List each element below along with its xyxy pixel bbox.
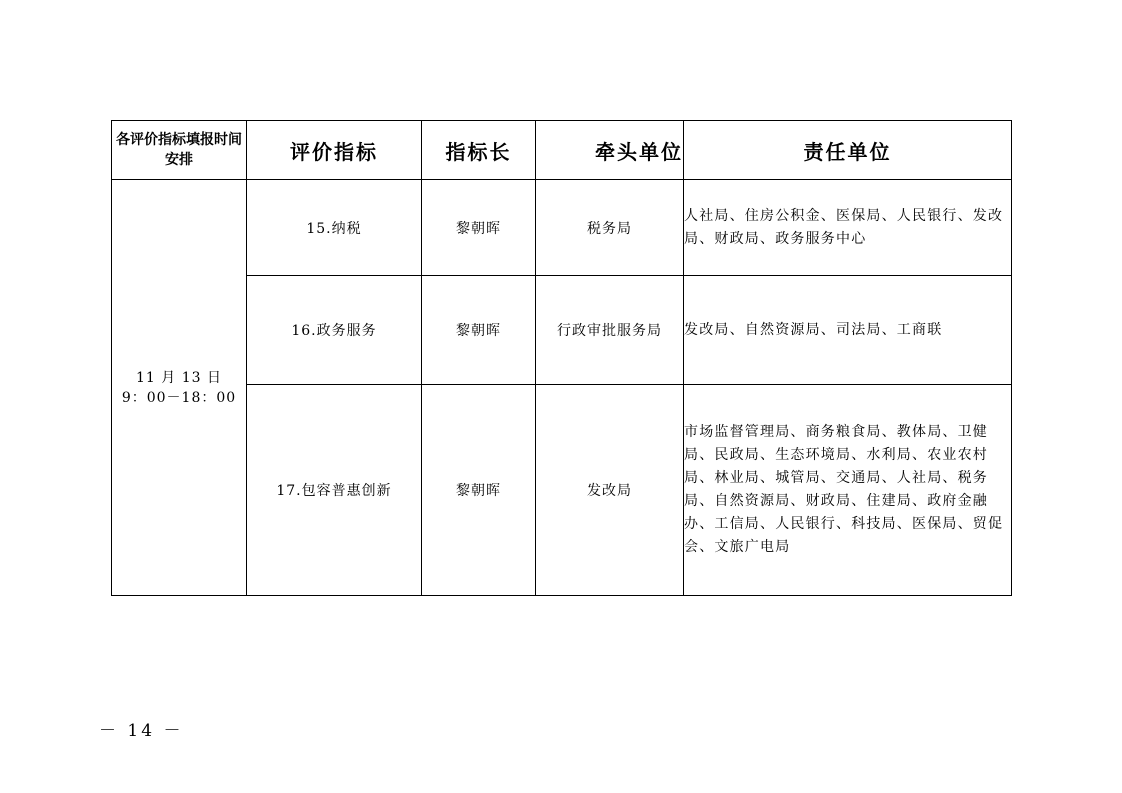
responsible-units-cell: 人社局、住房公积金、医保局、人民银行、发改局、财政局、政务服务中心 (684, 180, 1012, 276)
schedule-time-cell (112, 180, 247, 596)
indicator-cell: 15.纳税 (247, 180, 422, 276)
header-responsible-units: 责任单位 (684, 121, 1012, 180)
header-row (112, 121, 1012, 180)
indicator-cell: 16.政务服务 (247, 276, 422, 385)
leader-cell: 黎朝晖 (422, 276, 536, 385)
responsible-units-cell: 市场监督管理局、商务粮食局、教体局、卫健局、民政局、生态环境局、水利局、农业农村局、林业局、城管局、交通局、人社局、税务局、自然资源局、财政局、住建局、政府金融办、工信局、人民银行、科技局、医保局、贸促会、文旅广电局 (684, 385, 1012, 596)
header-indicator: 评价指标 (247, 121, 422, 180)
header-lead-unit: 牵头单位 (536, 121, 684, 180)
leader-cell: 黎朝晖 (422, 385, 536, 596)
schedule-hours: 9：00－18：00 (121, 389, 237, 406)
indicator-schedule-table (111, 120, 1012, 596)
responsible-units-cell: 发改局、自然资源局、司法局、工商联 (684, 276, 1012, 385)
schedule-date: 11 月 13 日 (136, 369, 222, 386)
indicator-cell: 17.包容普惠创新 (247, 385, 422, 596)
lead-unit-cell: 税务局 (536, 180, 684, 276)
table-row (112, 180, 1012, 276)
header-leader: 指标长 (422, 121, 536, 180)
table-row (112, 276, 1012, 385)
leader-cell: 黎朝晖 (422, 180, 536, 276)
table-row (112, 385, 1012, 596)
header-schedule: 各评价指标填报时间安排 (112, 121, 247, 180)
page-number: － 14 － (99, 721, 184, 741)
lead-unit-cell: 发改局 (536, 385, 684, 596)
lead-unit-cell: 行政审批服务局 (536, 276, 684, 385)
